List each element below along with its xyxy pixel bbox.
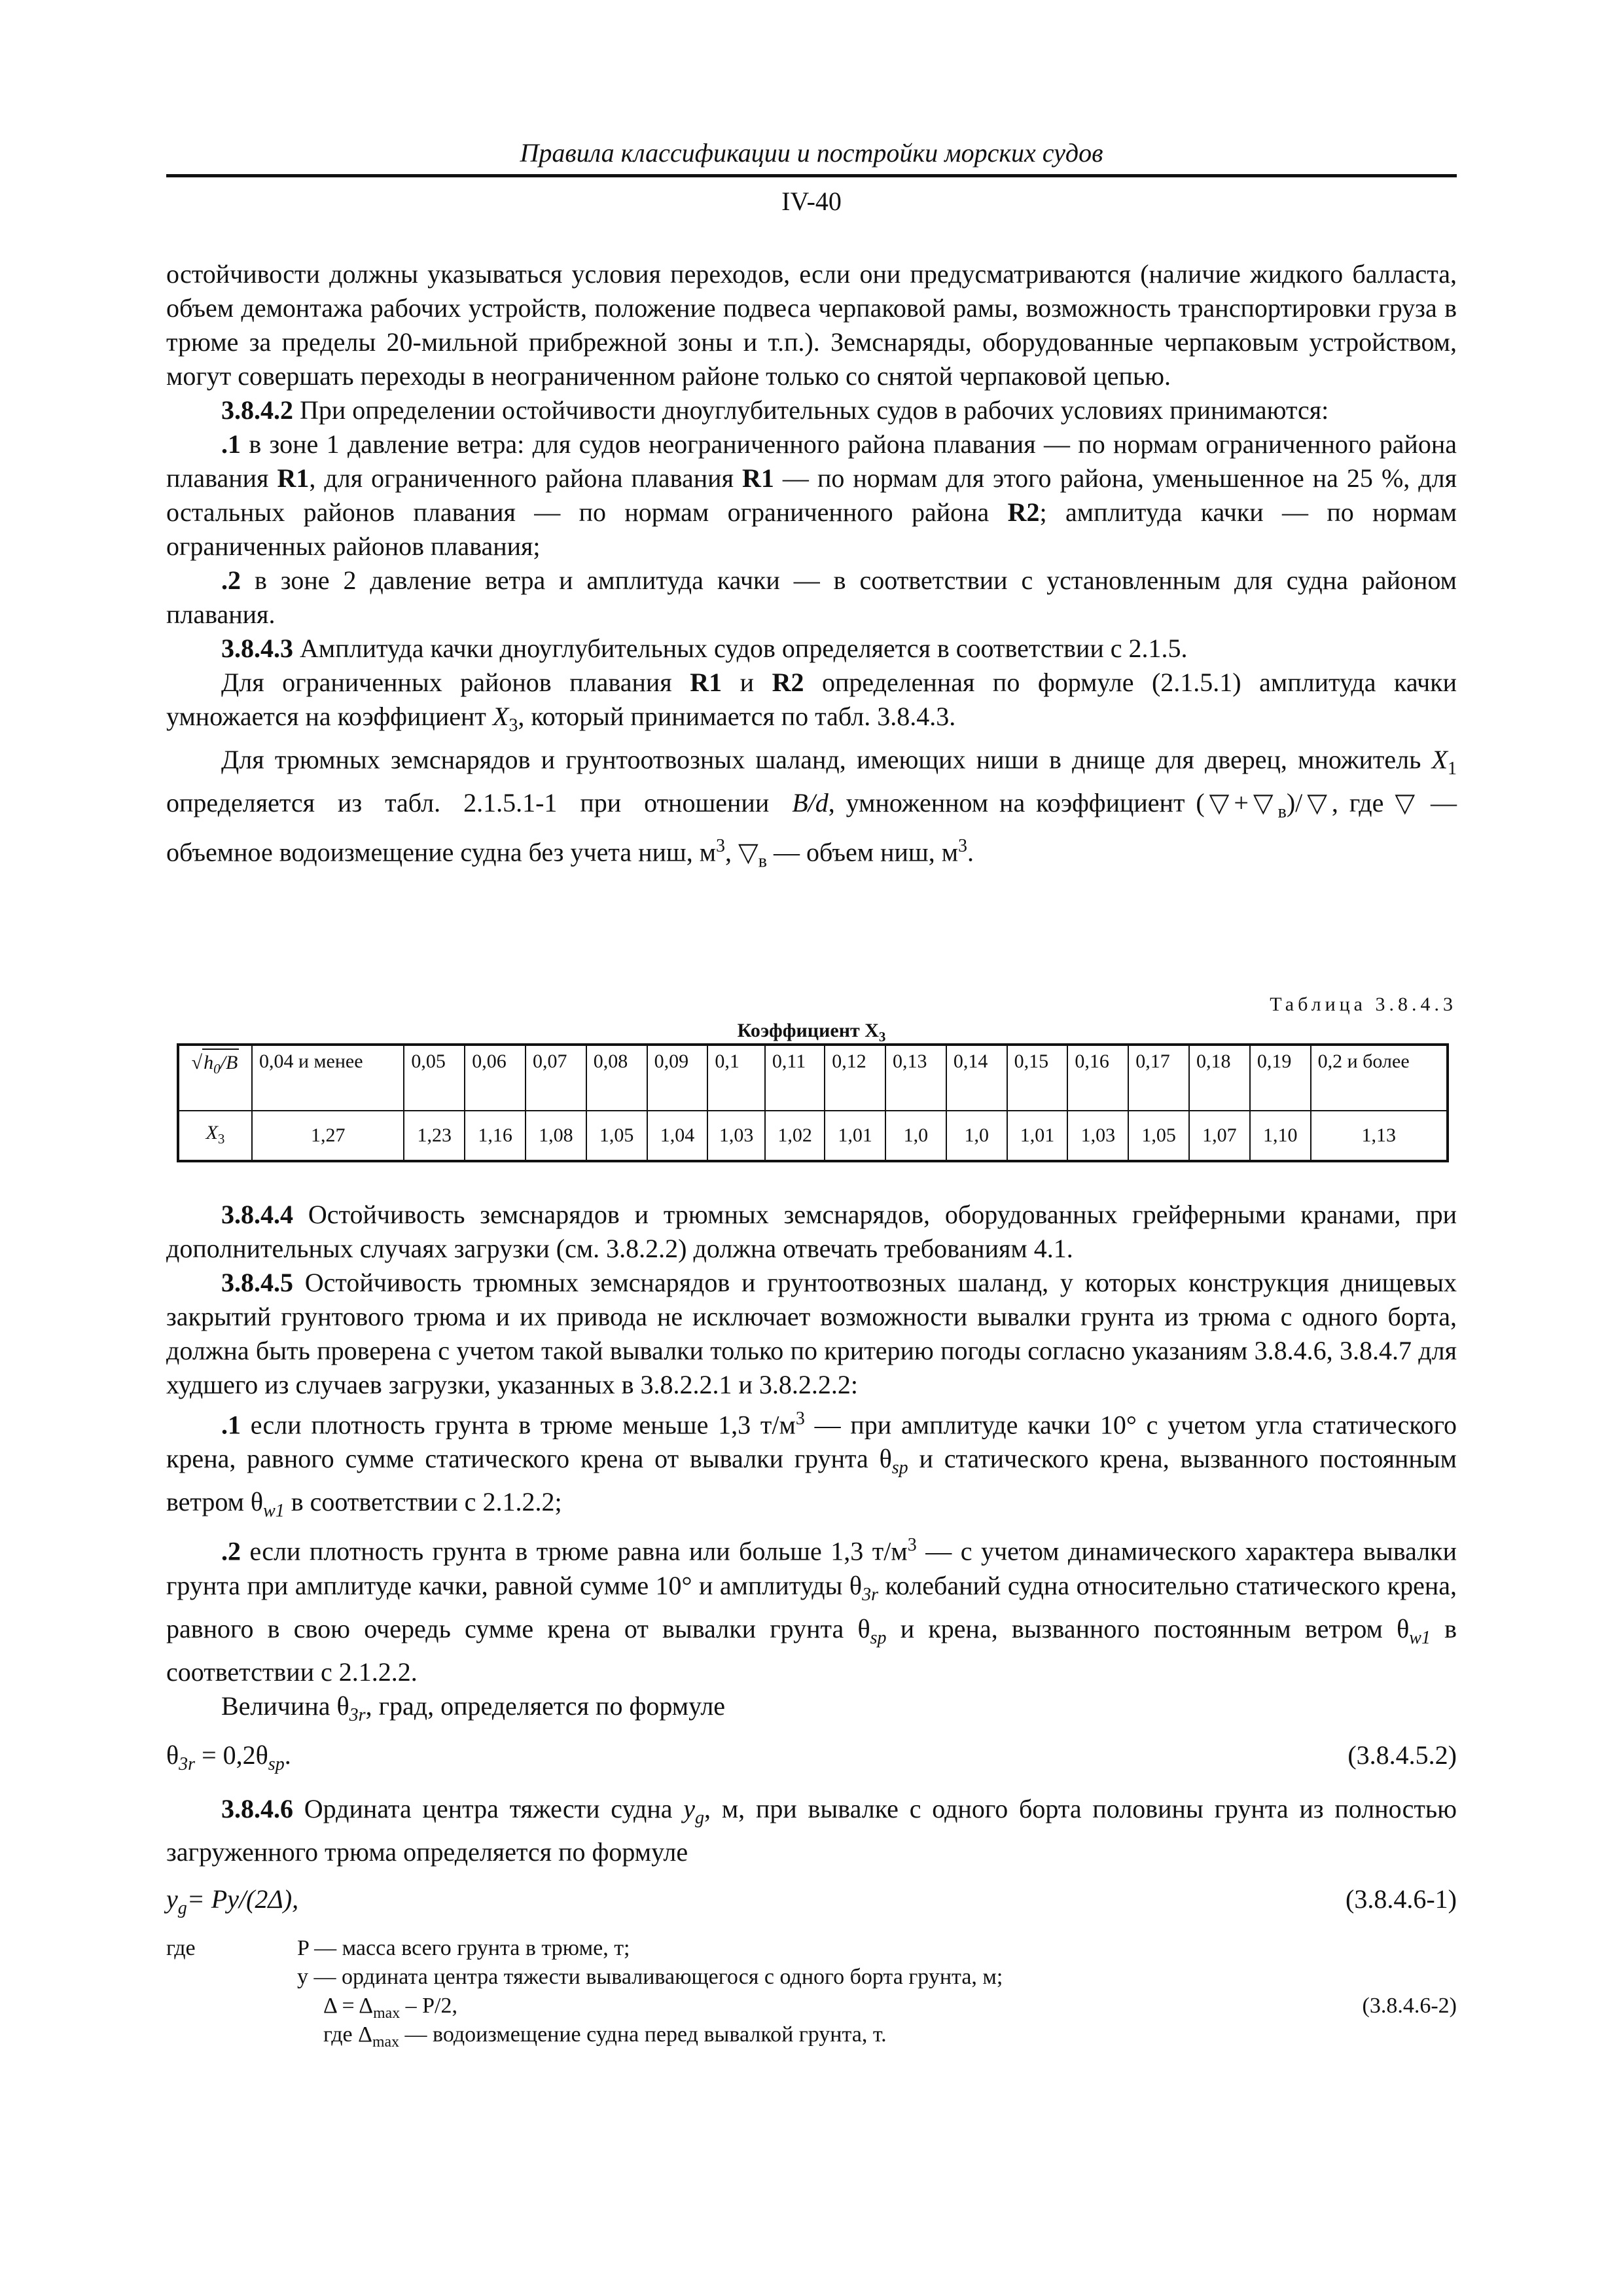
table-cell: 0,14: [946, 1045, 1007, 1111]
sqrt-icon: √: [191, 1052, 203, 1073]
definition-delta: $\Delta = \Delta_{max} - P/2$,: [323, 1994, 457, 2022]
table-cell: 0,09: [647, 1045, 708, 1111]
body-block-lower: [166, 1198, 1457, 1732]
table-cell: 1,10: [1250, 1111, 1311, 1161]
table-cell: 0,07: [526, 1045, 586, 1111]
paragraph: .1 если плотность грунта в трюме меньше 1,3 $т/м^3$ — при амплитуде качки 10° с учетом угла статического крена, равного сумме статического крена от вывалки грунта $\theta_{sp}$ и статического крена, вызванного постоянным ветром $\theta_{w1}$ в соответствии с 2.1.2.2;: [166, 1408, 1457, 1522]
definition-y: y — ордината центра тяжести вываливающегося с одного борта грунта, м;: [297, 1965, 1003, 1989]
definition-p: P — масса всего грунта в трюме, т;: [297, 1936, 630, 1960]
formula-number: (3.8.4.6-1): [1346, 1884, 1457, 1914]
page-number: IV-40: [781, 187, 842, 216]
formula-3-8-4-6-1: $y_g= Py/(2\Delta)$, (3.8.4.6-1): [166, 1882, 1457, 1926]
paragraph: .2 в зоне 2 давление ветра и амплитуда качки — в соответствии с установленным для судна районом плавания.: [166, 565, 1457, 629]
paragraph: Величина $\theta_{3r}$, град, определяется по формуле: [221, 1691, 726, 1725]
header-divider: [166, 174, 1457, 177]
paragraph: Для ограниченных районов плавания R1 и R2 определенная по формуле (2.1.5.1) амплитуда качки умножается на коэффициент $X_3$, который принимается по табл. 3.8.4.3.: [166, 668, 1457, 736]
coefficient-table: [177, 1043, 1449, 1162]
table-cell: 1,0: [885, 1111, 946, 1161]
row-label-ratio: $√h_0/B$: [178, 1045, 252, 1111]
paragraph: 3.8.4.5 Остойчивость трюмных земснарядов и грунтоотвозных шаланд, у которых конструкция днищевых закрытий грунтового трюма и их привода не исключает возможности вывалки грунта из трюма с одного борта, должна быть проверена с учетом такой вывалки только по критерию погоды согласно указаниям 3.8.4.6, 3.8.4.7 для худшего из случаев загрузки, указанных в 3.8.2.2.1 и 3.8.2.2.2:: [166, 1268, 1457, 1399]
table-cell: 1,02: [765, 1111, 825, 1161]
table-cell: 0,11: [765, 1045, 825, 1111]
paragraph: 3.8.4.2 При определении остойчивости дноуглубительных судов в рабочих условиях принимаются:: [221, 395, 1329, 425]
formula-number: (3.8.4.6-2): [1362, 1994, 1457, 2018]
table-cell: 1,05: [1128, 1111, 1189, 1161]
where-label: где: [166, 1936, 196, 1960]
table-cell: 0,08: [586, 1045, 647, 1111]
table-cell: 1,13: [1311, 1111, 1448, 1161]
paragraph: 3.8.4.3 Амплитуда качки дноуглубительных судов определяется в соответствии с 2.1.5.: [221, 634, 1188, 663]
table-title: Коэффициент $X_3$: [737, 1020, 886, 1045]
table-caption: Таблица 3.8.4.3: [1270, 994, 1457, 1015]
table-cell: 1,03: [707, 1111, 765, 1161]
table-cell: 0,12: [825, 1045, 885, 1111]
table-cell: 0,13: [885, 1045, 946, 1111]
table-cell: 1,23: [404, 1111, 465, 1161]
table-cell: 1,01: [1007, 1111, 1068, 1161]
running-header-title: Правила классификации и постройки морских судов: [520, 138, 1103, 168]
paragraph: 3.8.4.6 Ордината центра тяжести судна $y_g$, м, при вывалке с одного борта половины грунта из полностью загруженного трюма определяется по формуле: [166, 1794, 1457, 1867]
table-cell: 1,03: [1067, 1111, 1128, 1161]
paragraph: 3.8.4.4 Остойчивость земснарядов и трюмных земснарядов, оборудованных грейферными кранами, при дополнительных случаях загрузки (см. 3.8.2.2) должна отвечать требованиям 4.1.: [166, 1200, 1457, 1263]
table-cell: 0,19: [1250, 1045, 1311, 1111]
table-cell: 1,05: [586, 1111, 647, 1161]
table-cell: 0,16: [1067, 1045, 1128, 1111]
formula-number: (3.8.4.5.2): [1347, 1740, 1457, 1770]
body-block-upper: [166, 257, 1457, 878]
table-cell: 1,08: [526, 1111, 586, 1161]
table-cell: 0,04 и менее: [252, 1045, 404, 1111]
body-block-3-8-4-6: [166, 1792, 1457, 1869]
table-cell: 0,05: [404, 1045, 465, 1111]
table-cell: 1,01: [825, 1111, 885, 1161]
table-cell: 0,2 и более: [1311, 1045, 1448, 1111]
formula-3-8-4-5-2: $\theta_{3r} = 0,2\theta_{sp}$. (3.8.4.5.2): [166, 1738, 1457, 1782]
table-cell: 0,17: [1128, 1045, 1189, 1111]
table-cell: 1,16: [465, 1111, 526, 1161]
paragraph: .2 если плотность грунта в трюме равна или больше 1,3 $т/м^3$ — с учетом динамического характера вывалки грунта при амплитуде качки, равной сумме 10° и амплитуды $\theta_{3r}$ колебаний судна относительно статического крена, равного в свою очередь сумме крена от вывалки грунта $\theta_{sp}$ и крена, вызванного постоянным ветром $\theta_{w1}$ в соответствии с 2.1.2.2.: [166, 1535, 1457, 1687]
table-row-values: [178, 1111, 1448, 1161]
table-cell: 1,27: [252, 1111, 404, 1161]
paragraph: остойчивости должны указываться условия переходов, если они предусматриваются (наличие жидкого балласта, объем демонтажа рабочих устройств, положение подвеса черпаковой рамы, возможность транспортировки груза в трюме за пределы 20-мильной прибрежной зоны и т.п.). Земснаряды, оборудованные черпаковым устройством, могут совершать переходы в неограниченном районе только со снятой черпаковой цепью.: [166, 259, 1457, 391]
table-cell: 0,15: [1007, 1045, 1068, 1111]
row-label-x3: $X_3$: [178, 1111, 252, 1161]
definition-delta-max: где $\Delta_{max}$ — водоизмещение судна перед вывалкой грунта, т.: [323, 2022, 887, 2051]
paragraph: Для трюмных земснарядов и грунтоотвозных шаланд, имеющих ниши в днище для дверец, множитель $X_1$ определяется из табл. 2.1.5.1-1 при отношении B/d, умноженном на коэффициент $(▽+▽_в)/▽$, где ▽ — объемное водоизмещение судна без учета ниш, $м^3$, $▽_в$ — объем ниш, $м^3$.: [166, 745, 1457, 872]
table-cell: 0,06: [465, 1045, 526, 1111]
table-cell: 1,04: [647, 1111, 708, 1161]
table-cell: 0,18: [1189, 1045, 1250, 1111]
table-cell: 1,0: [946, 1111, 1007, 1161]
table-cell: 0,1: [707, 1045, 765, 1111]
table-row-ratios: [178, 1045, 1448, 1111]
paragraph: .1 в зоне 1 давление ветра: для судов неограниченного района плавания — по нормам ограниченного района плавания R1, для ограниченного района плавания R1 — по нормам для этого района, уменьшенное на 25 %, для остальных районов плавания — по нормам ограниченного района R2; амплитуда качки — по нормам ограниченных районов плавания;: [166, 429, 1457, 561]
table-cell: 1,07: [1189, 1111, 1250, 1161]
